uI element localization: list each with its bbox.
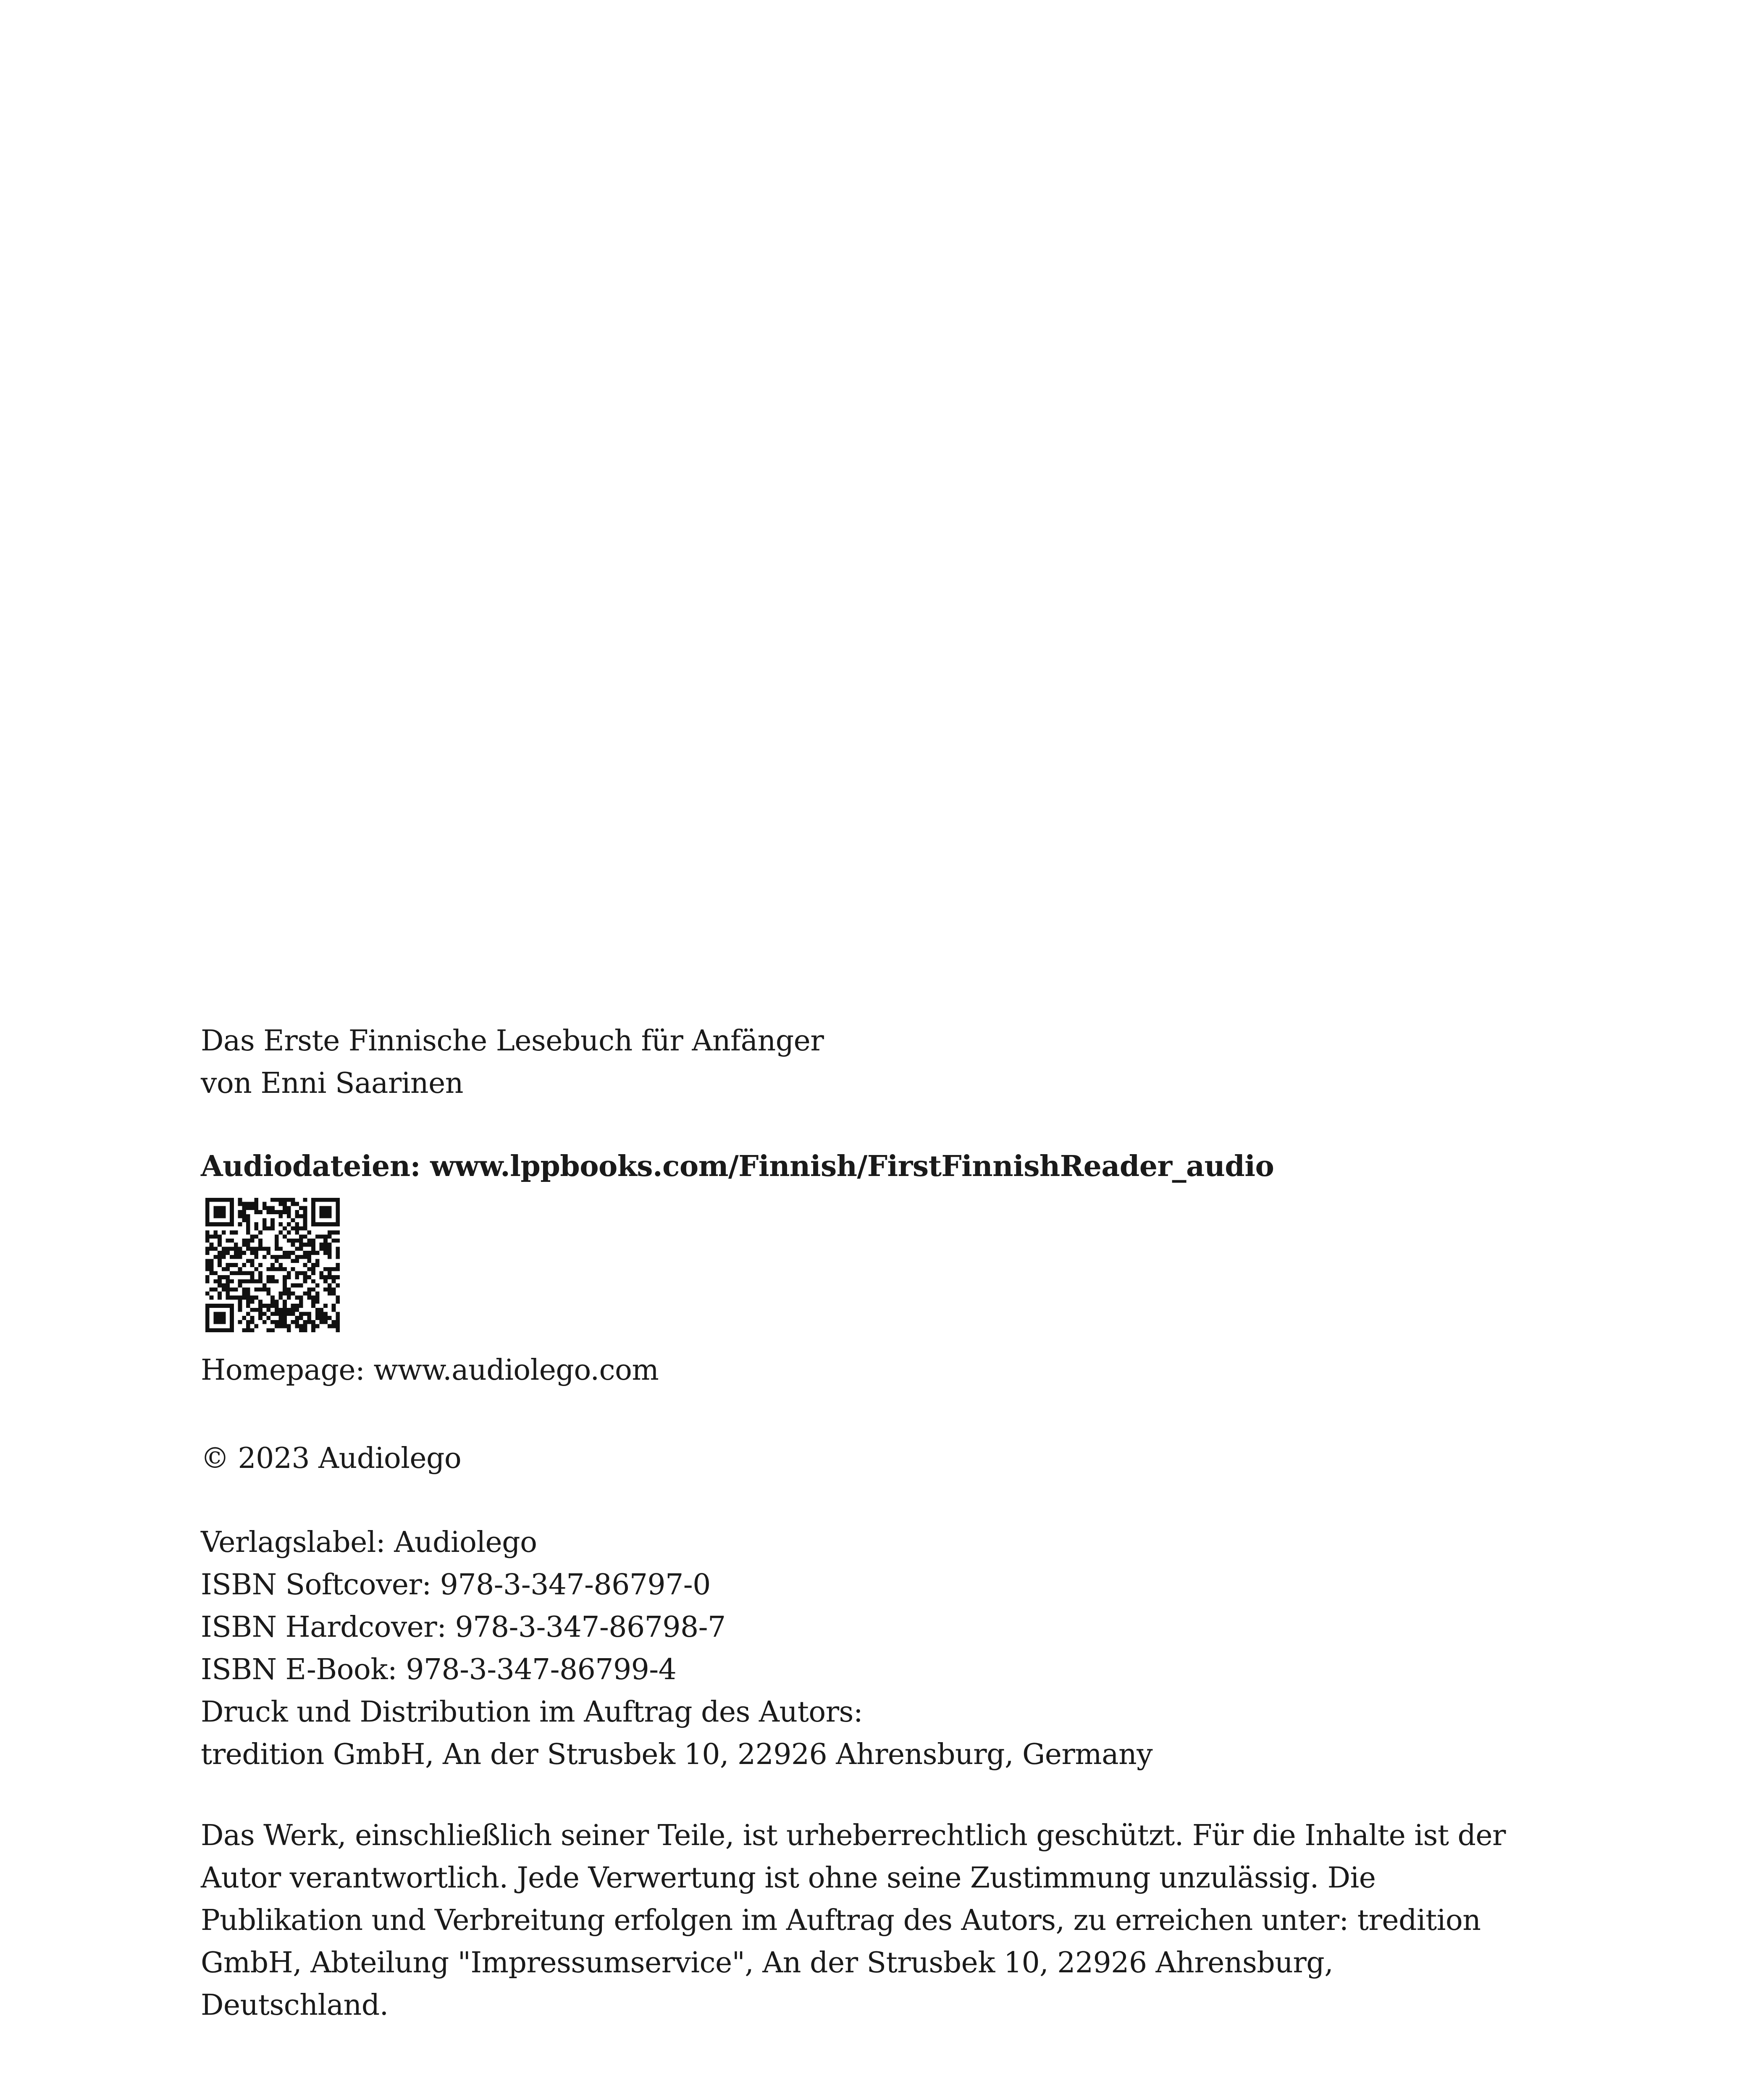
print-distribution-line: Druck und Distribution im Auftrag des Autors: xyxy=(201,1696,863,1729)
audio-info xyxy=(201,1145,1274,1188)
qr-code-icon xyxy=(205,1198,340,1332)
isbn-ebook: ISBN E-Book: 978-3-347-86799-4 xyxy=(201,1653,677,1686)
legal-line: Autor verantwortlich. Jede Verwertung ist ohne seine Zustimmung unzulässig. Die xyxy=(201,1861,1376,1895)
isbn-softcover: ISBN Softcover: 978-3-347-86797-0 xyxy=(201,1568,711,1601)
legal-line: Das Werk, einschließlich seiner Teile, ist urheberrechtlich geschützt. Für die Inhalte ist der xyxy=(201,1819,1506,1852)
book-title: Das Erste Finnische Lesebuch für Anfänger xyxy=(201,1024,824,1058)
copyright-line: © 2023 Audiolego xyxy=(201,1442,462,1475)
publisher-address: tredition GmbH, An der Strusbek 10, 22926 Ahrensburg, Germany xyxy=(201,1738,1153,1771)
audio-link[interactable]: Audiodateien: www.lppbooks.com/Finnish/FirstFinnishReader_audio xyxy=(201,1150,1274,1183)
legal-notice xyxy=(201,1814,1506,2026)
legal-line: Publikation und Verbreitung erfolgen im Auftrag des Autors, zu erreichen unter: tredition xyxy=(201,1904,1481,1937)
copyright-info xyxy=(201,1437,461,1480)
legal-line: Deutschland. xyxy=(201,1989,388,2022)
book-info xyxy=(201,1020,824,1105)
book-author: von Enni Saarinen xyxy=(201,1067,463,1100)
legal-line: GmbH, Abteilung "Impressumservice", An der Strusbek 10, 22926 Ahrensburg, xyxy=(201,1946,1334,1979)
publisher-label: Verlagslabel: Audiolego xyxy=(201,1526,537,1559)
publishing-info xyxy=(201,1521,1152,1776)
homepage-info xyxy=(201,1349,659,1391)
isbn-hardcover: ISBN Hardcover: 978-3-347-86798-7 xyxy=(201,1611,726,1644)
homepage-link[interactable]: Homepage: www.audiolego.com xyxy=(201,1354,659,1387)
